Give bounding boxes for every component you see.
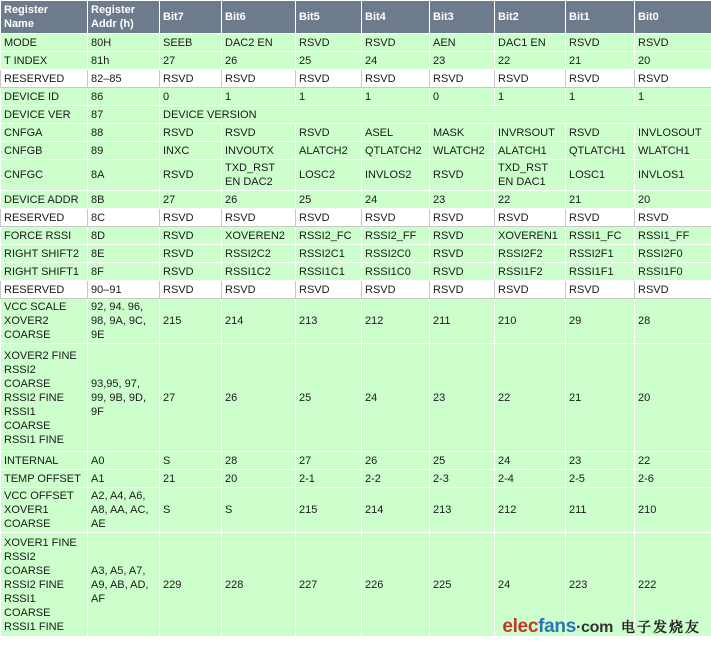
register-name-cell: VCC SCALE XOVER2 COARSE [1,299,88,344]
bit6-cell: RSVD [222,209,296,227]
bit6-cell: INVOUTX [222,142,296,160]
bit7-cell: INXC [160,142,222,160]
bit1-cell: RSSI2F1 [566,245,635,263]
register-addr-cell: 93,95, 97, 99, 9B, 9D, 9F [88,344,160,452]
bit6-cell: RSVD [222,70,296,88]
register-name-cell: T INDEX [1,52,88,70]
watermark-logo-part2: fans [538,616,576,637]
bit6-cell: 28 [222,452,296,470]
register-addr-cell: 81h [88,52,160,70]
table-row [1,34,711,52]
bit2-cell: 2-4 [495,470,566,488]
register-addr-cell: A3, A5, A7, A9, AB, AD, AF [88,533,160,637]
bit5-cell: 1 [296,88,362,106]
bit1-cell: LOSC1 [566,160,635,191]
register-addr-cell: A1 [88,470,160,488]
register-name-cell: CNFGB [1,142,88,160]
bit0-cell: 222 [635,533,711,637]
bit0-cell: 210 [635,488,711,533]
register-name-cell: RESERVED [1,209,88,227]
register-name-cell: TEMP OFFSET [1,470,88,488]
bit7-cell: RSVD [160,160,222,191]
bit3-cell: 2-3 [430,470,495,488]
bit3-cell: 23 [430,191,495,209]
table-row [1,245,711,263]
register-addr-cell: 8E [88,245,160,263]
bit0-cell: INVLOSOUT [635,124,711,142]
bit6-cell: 26 [222,344,296,452]
bit5-cell: 227 [296,533,362,637]
bit0-cell: RSSI1_FF [635,227,711,245]
bit5-cell: 25 [296,344,362,452]
bit0-cell: 20 [635,191,711,209]
table-row [1,142,711,160]
table-row [1,52,711,70]
bit3-cell: AEN [430,34,495,52]
bit2-cell: 24 [495,452,566,470]
bit5-cell: ALATCH2 [296,142,362,160]
bit2-cell: 212 [495,488,566,533]
table-row [1,470,711,488]
bit4-cell: 1 [362,88,430,106]
bit4-cell: RSVD [362,281,430,299]
bit0-cell: 20 [635,52,711,70]
bit4-cell: RSSI1C0 [362,263,430,281]
bit3-cell: RSVD [430,263,495,281]
register-name-cell: CNFGC [1,160,88,191]
bit2-cell: 24 [495,533,566,637]
register-name-cell: RIGHT SHIFT1 [1,263,88,281]
header-bit1: Bit1 [566,1,635,34]
table-row [1,209,711,227]
bit4-cell: 24 [362,191,430,209]
bit4-cell: RSVD [362,34,430,52]
bit5-cell: RSVD [296,209,362,227]
register-addr-cell: 8A [88,160,160,191]
bit0-cell: 20 [635,344,711,452]
bit5-cell: 25 [296,52,362,70]
bit7-cell: 229 [160,533,222,637]
bit7-cell: 27 [160,344,222,452]
header-bit5: Bit5 [296,1,362,34]
bit1-cell: RSSI1_FC [566,227,635,245]
bit5-cell: RSVD [296,124,362,142]
bit6-cell: 20 [222,470,296,488]
bit3-cell: 25 [430,452,495,470]
register-name-cell: MODE [1,34,88,52]
register-addr-cell: A2, A4, A6, A8, AA, AC, AE [88,488,160,533]
bit3-cell: RSVD [430,209,495,227]
register-name-cell: RIGHT SHIFT2 [1,245,88,263]
bit4-cell: RSVD [362,209,430,227]
bit7-cell: 215 [160,299,222,344]
watermark-chinese-text: 电子发烧友 [621,620,701,636]
bit1-cell: QTLATCH1 [566,142,635,160]
bit2-cell: ALATCH1 [495,142,566,160]
register-addr-cell: 8B [88,191,160,209]
bit1-cell: RSVD [566,124,635,142]
bit4-cell: RSSI2_FF [362,227,430,245]
table-row [1,191,711,209]
bit0-cell: 28 [635,299,711,344]
bit0-cell: 1 [635,88,711,106]
header-register-addr: Register Addr (h) [88,1,160,34]
bit4-cell: RSSI2C0 [362,245,430,263]
header-bit6: Bit6 [222,1,296,34]
register-addr-cell: 8D [88,227,160,245]
bit7-cell: 0 [160,88,222,106]
bit0-cell: 2-6 [635,470,711,488]
bit1-cell: 223 [566,533,635,637]
bit4-cell: INVLOS2 [362,160,430,191]
register-name-cell: INTERNAL [1,452,88,470]
bit6-cell: 26 [222,52,296,70]
bit2-cell: 210 [495,299,566,344]
bit4-cell: ASEL [362,124,430,142]
watermark-logo-part1: elec [502,616,539,637]
bit2-cell: RSVD [495,281,566,299]
bit3-cell: RSVD [430,227,495,245]
table-row [1,452,711,470]
bit0-cell: RSVD [635,209,711,227]
bit1-cell: RSSI1F1 [566,263,635,281]
bit5-cell: 213 [296,299,362,344]
register-name-cell: XOVER1 FINE RSSI2 COARSE RSSI2 FINE RSSI1 COARSE RSSI1 FINE [1,533,88,637]
table-row [1,488,711,533]
bit2-cell: 22 [495,191,566,209]
device-version-cell: DEVICE VERSION [160,106,711,124]
bit5-cell: RSSI2C1 [296,245,362,263]
bit1-cell: RSVD [566,209,635,227]
bit5-cell: 25 [296,191,362,209]
bit3-cell: 211 [430,299,495,344]
register-addr-cell: 86 [88,88,160,106]
table-row [1,344,711,452]
table-row [1,160,711,191]
bit3-cell: RSVD [430,70,495,88]
bit6-cell: S [222,488,296,533]
table-row [1,70,711,88]
bit7-cell: RSVD [160,70,222,88]
bit1-cell: 21 [566,191,635,209]
bit2-cell: RSVD [495,70,566,88]
bit6-cell: TXD_RST EN DAC2 [222,160,296,191]
register-addr-cell: 89 [88,142,160,160]
bit6-cell: RSVD [222,281,296,299]
bit3-cell: 225 [430,533,495,637]
register-addr-cell: 8C [88,209,160,227]
bit0-cell: INVLOS1 [635,160,711,191]
bit2-cell: DAC1 EN [495,34,566,52]
table-row [1,281,711,299]
bit5-cell: RSVD [296,34,362,52]
bit6-cell: 26 [222,191,296,209]
bit1-cell: RSVD [566,34,635,52]
bit5-cell: 27 [296,452,362,470]
bit1-cell: 21 [566,52,635,70]
register-table-body [1,34,711,637]
table-row [1,124,711,142]
bit6-cell: RSSI2C2 [222,245,296,263]
bit7-cell: S [160,452,222,470]
header-bit4: Bit4 [362,1,430,34]
bit6-cell: DAC2 EN [222,34,296,52]
bit5-cell: 2-1 [296,470,362,488]
bit7-cell: RSVD [160,245,222,263]
table-row [1,299,711,344]
bit0-cell: 22 [635,452,711,470]
bit3-cell: RSVD [430,160,495,191]
bit6-cell: 1 [222,88,296,106]
bit4-cell: 26 [362,452,430,470]
register-addr-cell: 90–91 [88,281,160,299]
header-bit7: Bit7 [160,1,222,34]
bit4-cell: 226 [362,533,430,637]
bit7-cell: 21 [160,470,222,488]
bit7-cell: 27 [160,191,222,209]
table-row [1,88,711,106]
bit2-cell: 22 [495,344,566,452]
bit6-cell: 214 [222,299,296,344]
bit3-cell: 213 [430,488,495,533]
bit7-cell: SEEB [160,34,222,52]
register-name-cell: DEVICE ADDR [1,191,88,209]
bit3-cell: RSVD [430,245,495,263]
register-name-cell: DEVICE VER [1,106,88,124]
bit1-cell: 2-5 [566,470,635,488]
register-addr-cell: 80H [88,34,160,52]
bit4-cell: 214 [362,488,430,533]
table-row [1,227,711,245]
bit2-cell: RSVD [495,209,566,227]
bit5-cell: RSSI1C1 [296,263,362,281]
header-row [1,1,711,34]
bit1-cell: RSVD [566,70,635,88]
bit7-cell: RSVD [160,124,222,142]
table-row [1,106,711,124]
bit2-cell: 1 [495,88,566,106]
register-name-cell: RESERVED [1,281,88,299]
bit5-cell: RSSI2_FC [296,227,362,245]
bit0-cell: RSVD [635,34,711,52]
bit4-cell: 24 [362,52,430,70]
bit0-cell: RSSI2F0 [635,245,711,263]
bit4-cell: 212 [362,299,430,344]
bit6-cell: RSSI1C2 [222,263,296,281]
bit3-cell: MASK [430,124,495,142]
bit7-cell: RSVD [160,227,222,245]
bit4-cell: RSVD [362,70,430,88]
bit4-cell: 2-2 [362,470,430,488]
bit0-cell: RSSI1F0 [635,263,711,281]
bit4-cell: QTLATCH2 [362,142,430,160]
bit5-cell: RSVD [296,281,362,299]
register-name-cell: VCC OFFSET XOVER1 COARSE [1,488,88,533]
register-addr-cell: 8F [88,263,160,281]
bit6-cell: XOVEREN2 [222,227,296,245]
header-bit2: Bit2 [495,1,566,34]
bit7-cell: S [160,488,222,533]
bit3-cell: RSVD [430,281,495,299]
register-name-cell: XOVER2 FINE RSSI2 COARSE RSSI2 FINE RSSI1 COARSE RSSI1 FINE [1,344,88,452]
bit3-cell: WLATCH2 [430,142,495,160]
bit2-cell: INVRSOUT [495,124,566,142]
register-addr-cell: 87 [88,106,160,124]
bit5-cell: 215 [296,488,362,533]
register-addr-cell: A0 [88,452,160,470]
register-name-cell: CNFGA [1,124,88,142]
bit0-cell: WLATCH1 [635,142,711,160]
bit0-cell: RSVD [635,70,711,88]
bit6-cell: 228 [222,533,296,637]
bit0-cell: RSVD [635,281,711,299]
bit7-cell: RSVD [160,281,222,299]
watermark-logo-part3: ·com [575,619,613,636]
header-bit3: Bit3 [430,1,495,34]
bit1-cell: 23 [566,452,635,470]
register-name-cell: FORCE RSSI [1,227,88,245]
bit1-cell: 1 [566,88,635,106]
bit1-cell: 29 [566,299,635,344]
register-addr-cell: 88 [88,124,160,142]
bit3-cell: 0 [430,88,495,106]
table-row [1,533,711,637]
bit3-cell: 23 [430,344,495,452]
bit5-cell: LOSC2 [296,160,362,191]
header-register-name: Register Name [1,1,88,34]
bit7-cell: RSVD [160,209,222,227]
bit1-cell: 211 [566,488,635,533]
bit1-cell: RSVD [566,281,635,299]
bit5-cell: RSVD [296,70,362,88]
bit1-cell: 21 [566,344,635,452]
bit2-cell: XOVEREN1 [495,227,566,245]
bit7-cell: 27 [160,52,222,70]
register-addr-cell: 82–85 [88,70,160,88]
register-name-cell: RESERVED [1,70,88,88]
register-name-cell: DEVICE ID [1,88,88,106]
bit2-cell: TXD_RST EN DAC1 [495,160,566,191]
bit7-cell: RSVD [160,263,222,281]
register-addr-cell: 92, 94. 96, 98, 9A, 9C, 9E [88,299,160,344]
bit6-cell: RSVD [222,124,296,142]
bit4-cell: 24 [362,344,430,452]
bit2-cell: 22 [495,52,566,70]
bit2-cell: RSSI2F2 [495,245,566,263]
table-row [1,263,711,281]
bit2-cell: RSSI1F2 [495,263,566,281]
header-bit0: Bit0 [635,1,711,34]
bit3-cell: 23 [430,52,495,70]
